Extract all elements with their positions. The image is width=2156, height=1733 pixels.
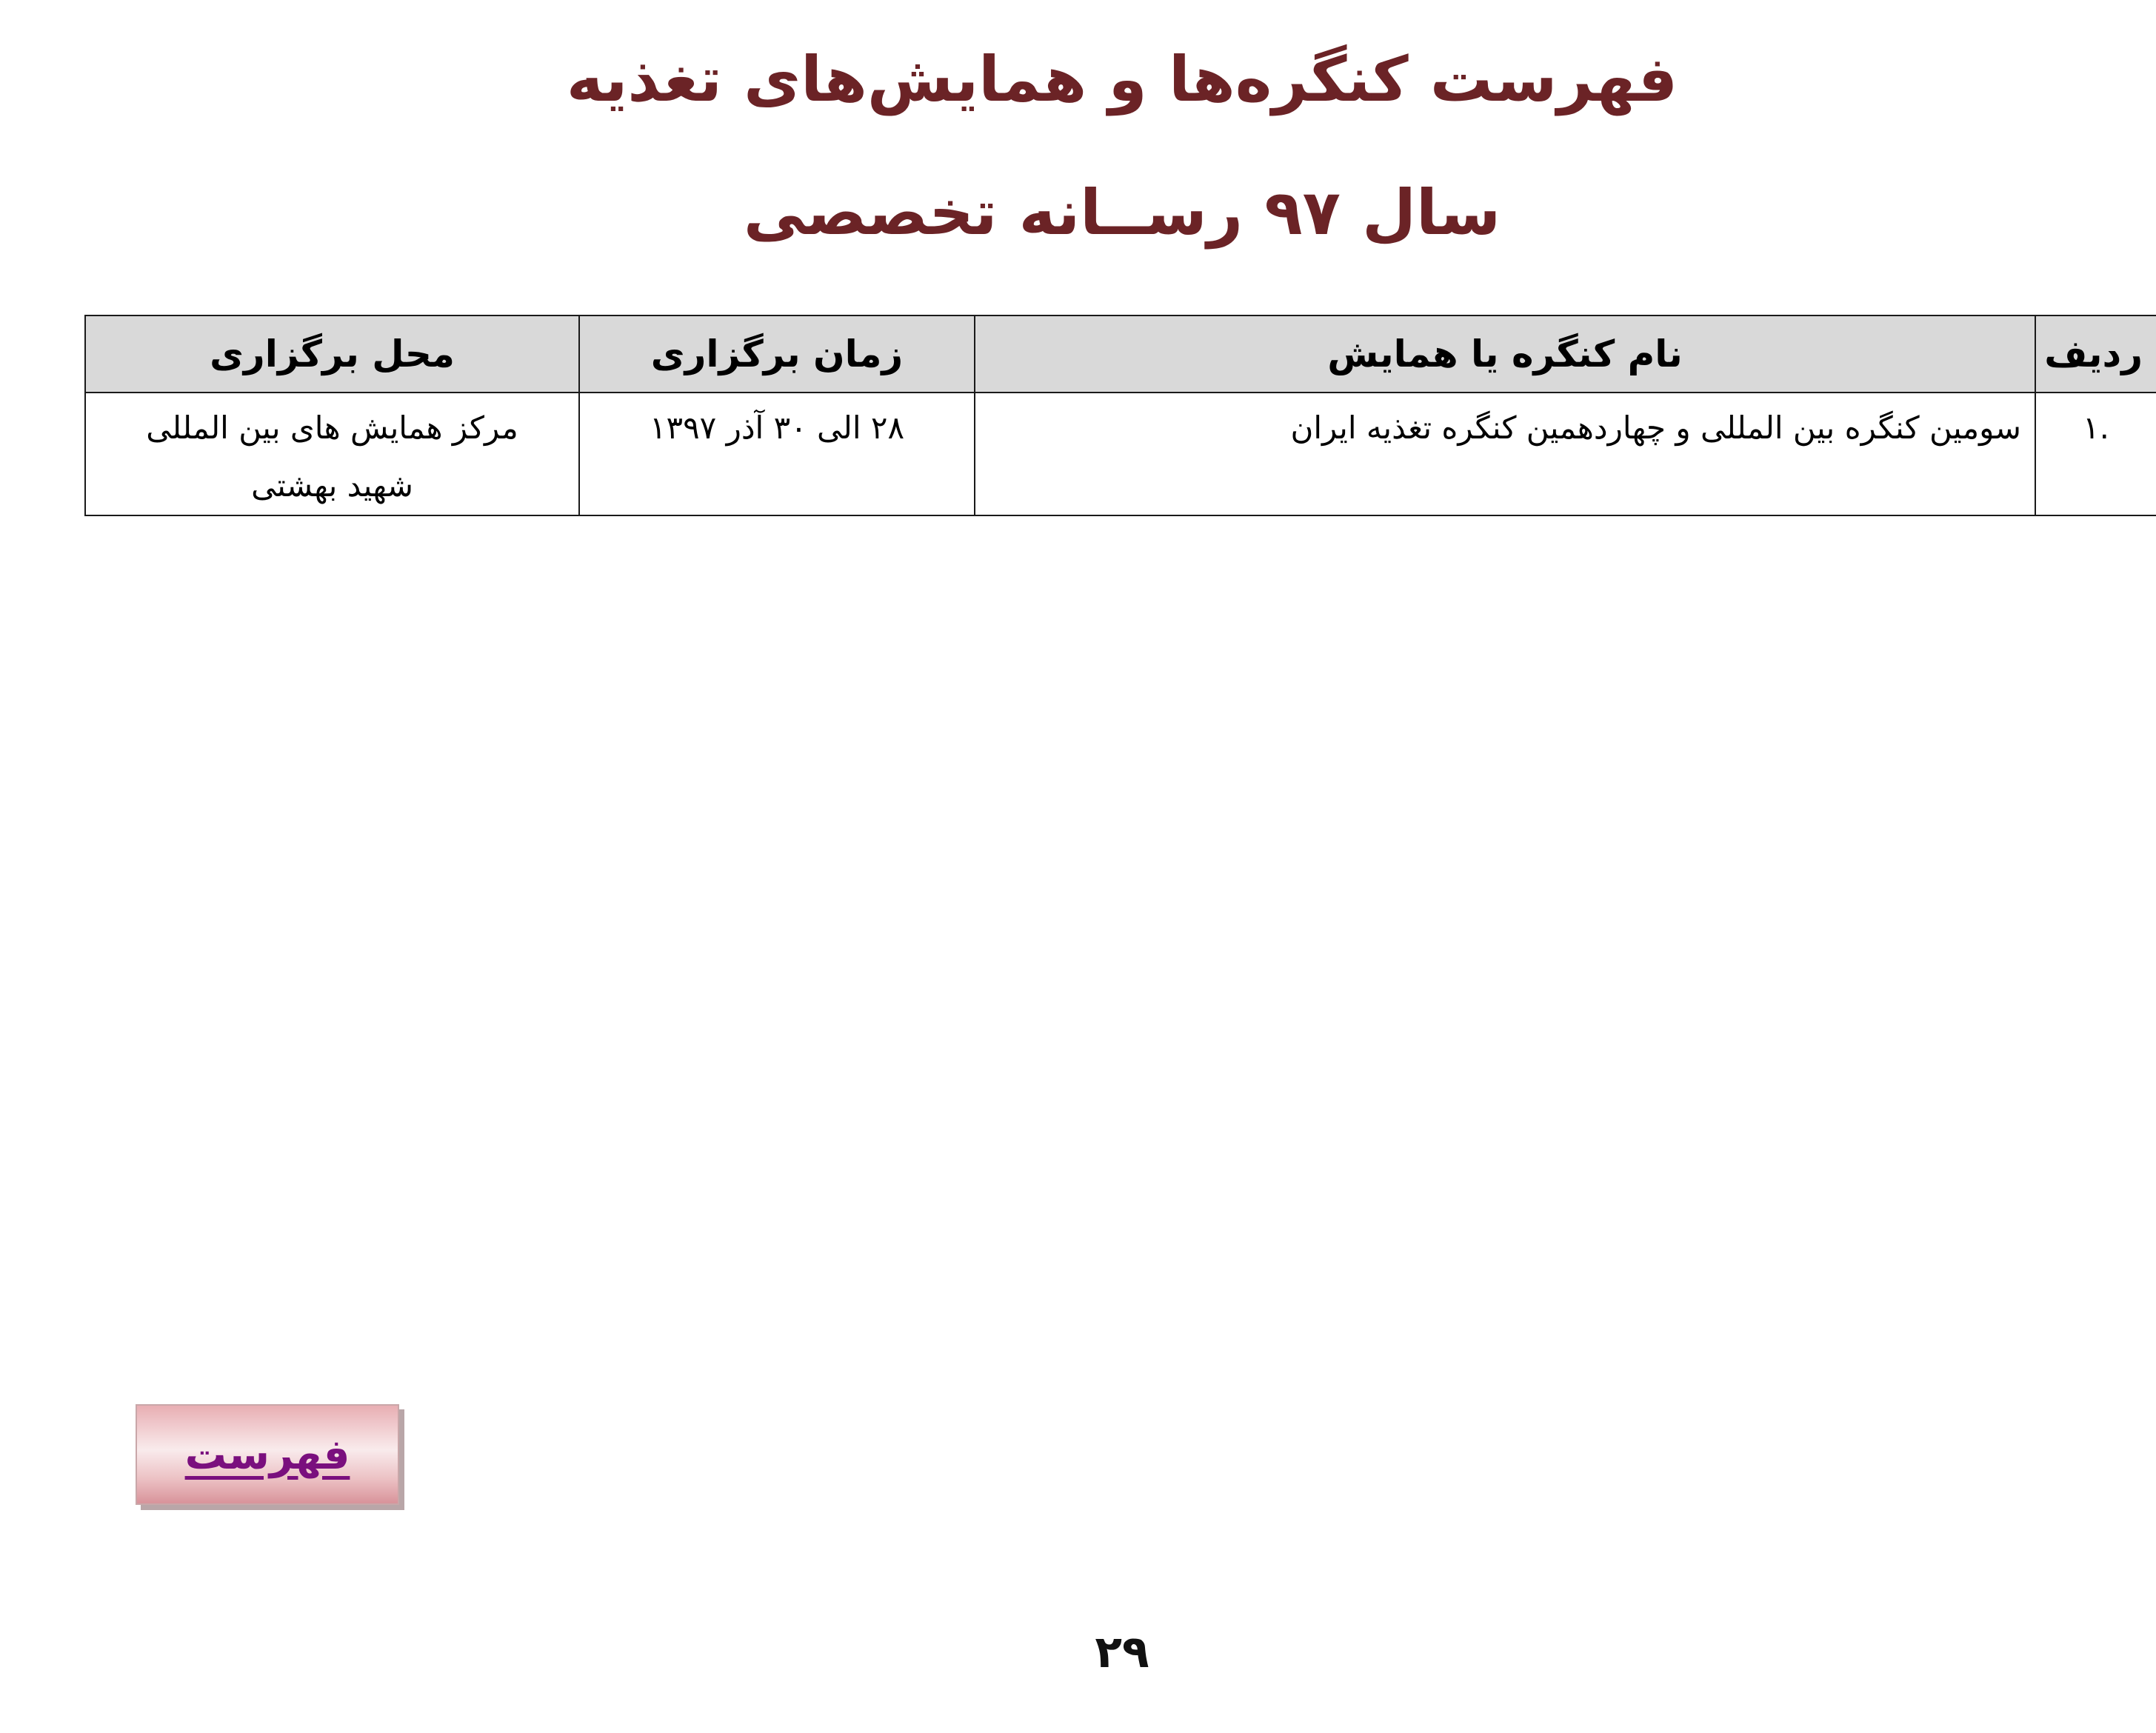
table-header-row xyxy=(85,315,2156,393)
row-number-cell: .۱ xyxy=(2035,393,2156,515)
header-row-number: ردیف xyxy=(2035,315,2156,393)
index-link-button[interactable] xyxy=(136,1404,399,1505)
event-venue-line-2: شهید بهشتی xyxy=(251,467,413,504)
event-name-cell: سومین کنگره بین المللی و چهاردهمین کنگره تغذیه ایران xyxy=(975,393,2035,515)
page-title: فهرست کنگره‌ها و همایش‌های تغذیه xyxy=(566,43,1678,116)
header-event-date: زمان برگزاری xyxy=(579,315,975,393)
table-row xyxy=(85,393,2156,515)
event-venue-cell xyxy=(85,393,579,515)
event-venue-line-1: مرکز همایش های بین المللی xyxy=(146,410,518,446)
header-event-venue: محل برگزاری xyxy=(85,315,579,393)
event-date-cell: ۲۸ الی ۳۰ آذر ۱۳۹۷ xyxy=(579,393,975,515)
page-number: ۲۹ xyxy=(1095,1626,1149,1678)
header-event-name: نام کنگره یا همایش xyxy=(975,315,2035,393)
events-table xyxy=(84,315,2156,516)
index-link-label[interactable]: فهرست xyxy=(184,1430,350,1479)
page-subtitle: سال ۹۷ رســانه تخصصی xyxy=(743,176,1501,249)
